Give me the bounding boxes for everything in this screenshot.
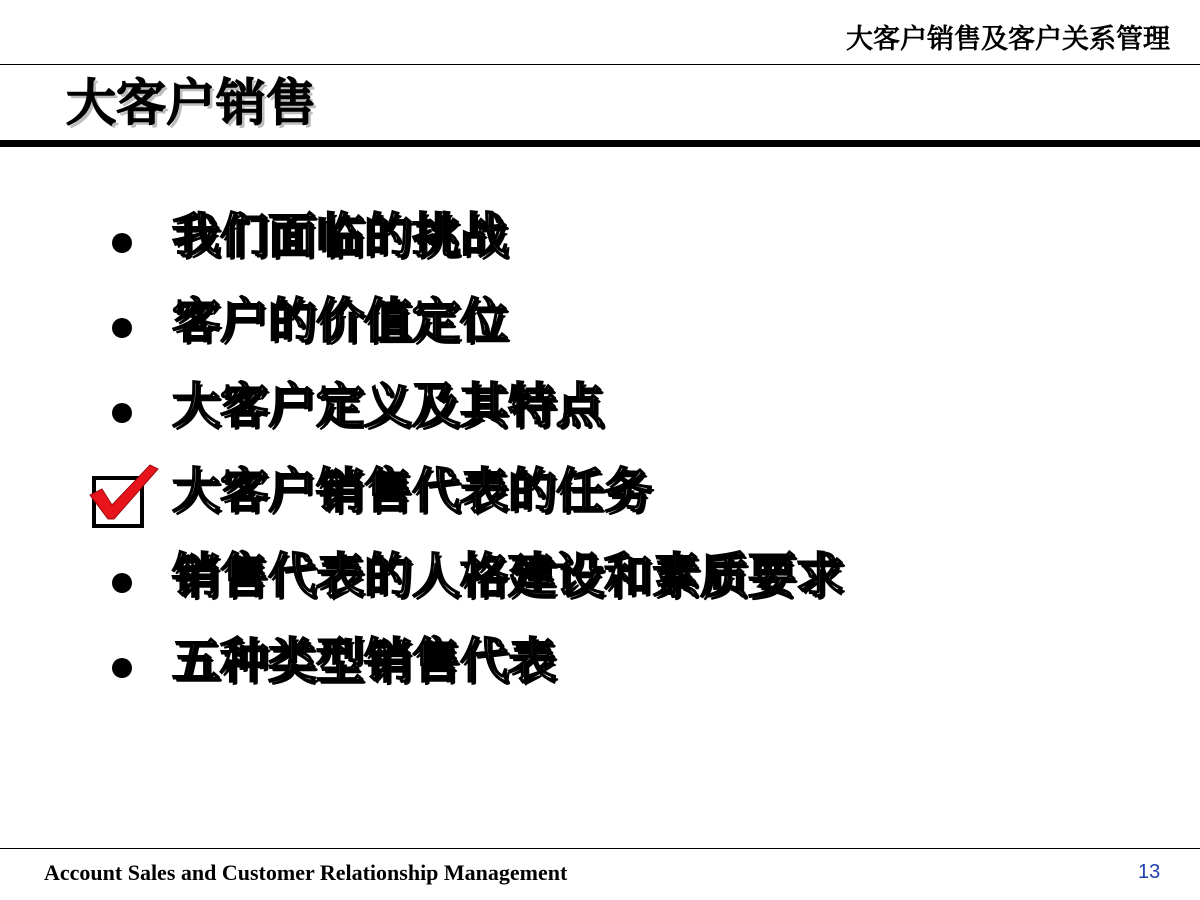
header-course-title: 大客户销售及客户关系管理 [846, 24, 1170, 55]
agenda-item-definition [0, 370, 1200, 455]
page-number: 13 [1138, 861, 1161, 883]
footer-course-title: Account Sales and Customer Relationship Management [44, 860, 568, 885]
footer-divider [0, 848, 1200, 849]
agenda-item-label: 我们面临的挑战 [172, 208, 509, 264]
agenda-item-rep-tasks-current [0, 455, 1200, 540]
title-divider [0, 140, 1200, 147]
bullet-dot-icon [112, 658, 132, 678]
slide-title: 大客户销售 [66, 74, 316, 132]
bullet-dot-icon [112, 403, 132, 423]
agenda-item-rep-types [0, 625, 1200, 710]
header-divider [0, 64, 1200, 65]
agenda-item-label: 大客户定义及其特点 [172, 378, 605, 434]
agenda-list [0, 200, 1200, 710]
agenda-item-challenges [0, 200, 1200, 285]
bullet-dot-icon [112, 318, 132, 338]
agenda-item-label: 客户的价值定位 [172, 293, 509, 349]
agenda-item-label: 五种类型销售代表 [172, 633, 557, 689]
agenda-item-label: 大客户销售代表的任务 [172, 463, 653, 519]
bullet-dot-icon [112, 573, 132, 593]
agenda-item-personality [0, 540, 1200, 625]
agenda-item-value-positioning [0, 285, 1200, 370]
red-checkmark-icon [86, 461, 160, 523]
bullet-dot-icon [112, 233, 132, 253]
agenda-item-label: 销售代表的人格建设和素质要求 [172, 548, 845, 604]
